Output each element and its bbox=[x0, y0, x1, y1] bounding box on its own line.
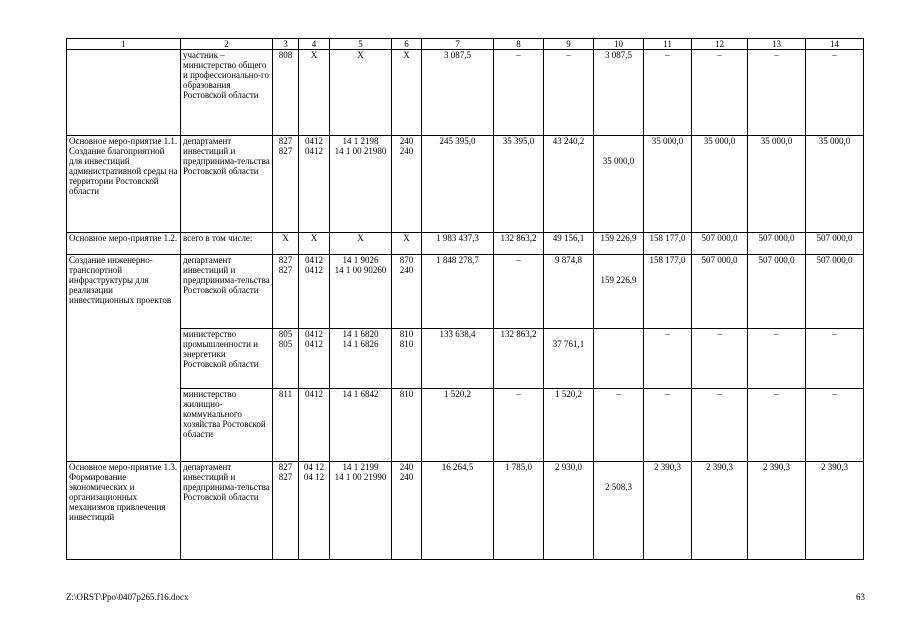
header-cell: 3 bbox=[273, 39, 299, 50]
header-cell: 8 bbox=[494, 39, 544, 50]
executor-cell: департамент инвестиций и предпринима-тельства Ростовской области bbox=[181, 255, 273, 329]
csr-cell: 14 1 9026 14 1 00 90260 bbox=[330, 255, 392, 329]
year-cell: 2 390,3 bbox=[806, 462, 864, 560]
year-cell bbox=[594, 329, 644, 389]
year-cell: – bbox=[692, 50, 748, 136]
total-cell: 3 087,5 bbox=[422, 50, 494, 136]
rzpr-cell: Х bbox=[299, 233, 330, 255]
year-cell: 507 000,0 bbox=[806, 255, 864, 329]
year-cell: 3 087,5 bbox=[594, 50, 644, 136]
grbs-cell: 827 827 bbox=[273, 255, 299, 329]
vr-cell: 810 bbox=[392, 389, 422, 462]
year-cell: 132 863,2 bbox=[494, 329, 544, 389]
table-row bbox=[67, 255, 864, 329]
year-cell: 35 000,0 bbox=[644, 136, 692, 233]
csr-cell: 14 1 6842 bbox=[330, 389, 392, 462]
executor-cell: министерство промышленности и энергетики Ростовской области bbox=[181, 329, 273, 389]
csr-cell: Х bbox=[330, 233, 392, 255]
year-cell: 2 390,3 bbox=[748, 462, 806, 560]
header-cell: 2 bbox=[181, 39, 273, 50]
year-cell: – bbox=[644, 50, 692, 136]
measure-cell: Основное меро-приятие 1.2. bbox=[67, 233, 181, 255]
year-cell: 159 226,9 bbox=[594, 233, 644, 255]
year-cell: 49 156,1 bbox=[544, 233, 594, 255]
rzpr-cell: 0412 0412 bbox=[299, 136, 330, 233]
year-cell: 2 390,3 bbox=[644, 462, 692, 560]
vr-cell: 870 240 bbox=[392, 255, 422, 329]
year-cell: 2 930,0 bbox=[544, 462, 594, 560]
year-cell: 1 785,0 bbox=[494, 462, 544, 560]
year-cell: 507 000,0 bbox=[692, 255, 748, 329]
header-cell: 6 bbox=[392, 39, 422, 50]
grbs-cell: 808 bbox=[273, 50, 299, 136]
table-row bbox=[67, 136, 864, 233]
table-row bbox=[67, 389, 864, 462]
total-cell: 245 395,0 bbox=[422, 136, 494, 233]
measure-cell bbox=[67, 50, 181, 136]
year-cell: 132 863,2 bbox=[494, 233, 544, 255]
rzpr-cell: 0412 0412 bbox=[299, 255, 330, 329]
header-cell: 12 bbox=[692, 39, 748, 50]
grbs-cell: 827 827 bbox=[273, 462, 299, 560]
header-cell: 1 bbox=[67, 39, 181, 50]
rzpr-cell: Х bbox=[299, 50, 330, 136]
year-cell: – bbox=[544, 50, 594, 136]
header-cell: 9 bbox=[544, 39, 594, 50]
total-cell: 1 520,2 bbox=[422, 389, 494, 462]
vr-cell: 240 240 bbox=[392, 136, 422, 233]
measure-cell: Основное меро-приятие 1.3. Формирование экономических и организационных механизмов привлечения инвестиций bbox=[67, 462, 181, 560]
rzpr-cell: 04 12 04 12 bbox=[299, 462, 330, 560]
year-cell: – bbox=[692, 329, 748, 389]
year-cell: – bbox=[748, 329, 806, 389]
table-row bbox=[67, 329, 864, 389]
csr-cell: Х bbox=[330, 50, 392, 136]
year-cell: 9 874,8 bbox=[544, 255, 594, 329]
year-cell: – bbox=[494, 389, 544, 462]
year-cell: 35 395,0 bbox=[494, 136, 544, 233]
executor-cell: департамент инвестиций и предпринима-тельства Ростовской области bbox=[181, 136, 273, 233]
header-cell: 14 bbox=[806, 39, 864, 50]
year-cell: 2 390,3 bbox=[692, 462, 748, 560]
year-cell: 35 000,0 bbox=[594, 136, 644, 233]
header-row bbox=[67, 39, 864, 50]
total-cell: 133 638,4 bbox=[422, 329, 494, 389]
year-cell: 507 000,0 bbox=[748, 255, 806, 329]
grbs-cell: Х bbox=[273, 233, 299, 255]
year-cell: 1 520,2 bbox=[544, 389, 594, 462]
table-row bbox=[67, 462, 864, 560]
executor-cell: участник – министерство общего и профессионально-го образования Ростовской области bbox=[181, 50, 273, 136]
total-cell: 1 983 437,3 bbox=[422, 233, 494, 255]
year-cell: – bbox=[692, 389, 748, 462]
csr-cell: 14 1 2198 14 1 00 21980 bbox=[330, 136, 392, 233]
year-cell: – bbox=[806, 389, 864, 462]
year-cell: 2 508,3 bbox=[594, 462, 644, 560]
file-path: Z:\ORST\Ppo\0407p265.f16.docx bbox=[66, 592, 189, 602]
year-cell: 507 000,0 bbox=[806, 233, 864, 255]
vr-cell: Х bbox=[392, 233, 422, 255]
year-cell: – bbox=[494, 50, 544, 136]
year-cell: – bbox=[748, 389, 806, 462]
year-cell: 35 000,0 bbox=[806, 136, 864, 233]
budget-table bbox=[66, 38, 864, 560]
rzpr-cell: 0412 bbox=[299, 389, 330, 462]
year-cell: 37 761,1 bbox=[544, 329, 594, 389]
executor-cell: министерство жилищно-коммунального хозяйства Ростовской области bbox=[181, 389, 273, 462]
header-cell: 10 bbox=[594, 39, 644, 50]
year-cell: – bbox=[806, 50, 864, 136]
year-cell: 507 000,0 bbox=[748, 233, 806, 255]
year-cell: – bbox=[748, 50, 806, 136]
rzpr-cell: 0412 0412 bbox=[299, 329, 330, 389]
year-cell: – bbox=[644, 329, 692, 389]
year-cell: 43 240,2 bbox=[544, 136, 594, 233]
header-cell: 4 bbox=[299, 39, 330, 50]
table-row bbox=[67, 233, 864, 255]
header-cell: 13 bbox=[748, 39, 806, 50]
header-cell: 11 bbox=[644, 39, 692, 50]
grbs-cell: 811 bbox=[273, 389, 299, 462]
measure-cell: Основное меро-приятие 1.1. Создание благоприятной для инвестиций административной среды на территории Ростовской области bbox=[67, 136, 181, 233]
vr-cell: 240 240 bbox=[392, 462, 422, 560]
executor-cell: департамент инвестиций и предпринима-тельства Ростовской области bbox=[181, 462, 273, 560]
header-cell: 7 bbox=[422, 39, 494, 50]
csr-cell: 14 1 6820 14 1 6826 bbox=[330, 329, 392, 389]
year-cell: – bbox=[494, 255, 544, 329]
year-cell: 35 000,0 bbox=[692, 136, 748, 233]
year-cell: 158 177,0 bbox=[644, 233, 692, 255]
total-cell: 16 264,5 bbox=[422, 462, 494, 560]
vr-cell: 810 810 bbox=[392, 329, 422, 389]
grbs-cell: 827 827 bbox=[273, 136, 299, 233]
year-cell: 158 177,0 bbox=[644, 255, 692, 329]
measure-cell: Создание инженерно-транспортной инфраструктуры для реализации инвестиционных проектов bbox=[67, 255, 181, 462]
vr-cell: Х bbox=[392, 50, 422, 136]
year-cell: – bbox=[594, 389, 644, 462]
executor-cell: всего в том числе: bbox=[181, 233, 273, 255]
year-cell: – bbox=[806, 329, 864, 389]
table-row bbox=[67, 50, 864, 136]
header-cell: 5 bbox=[330, 39, 392, 50]
csr-cell: 14 1 2199 14 1 00 21990 bbox=[330, 462, 392, 560]
total-cell: 1 848 278,7 bbox=[422, 255, 494, 329]
year-cell: 35 000,0 bbox=[748, 136, 806, 233]
grbs-cell: 805 805 bbox=[273, 329, 299, 389]
year-cell: 159 226,9 bbox=[594, 255, 644, 329]
page-number: 63 bbox=[856, 592, 865, 602]
year-cell: 507 000,0 bbox=[692, 233, 748, 255]
year-cell: – bbox=[644, 389, 692, 462]
